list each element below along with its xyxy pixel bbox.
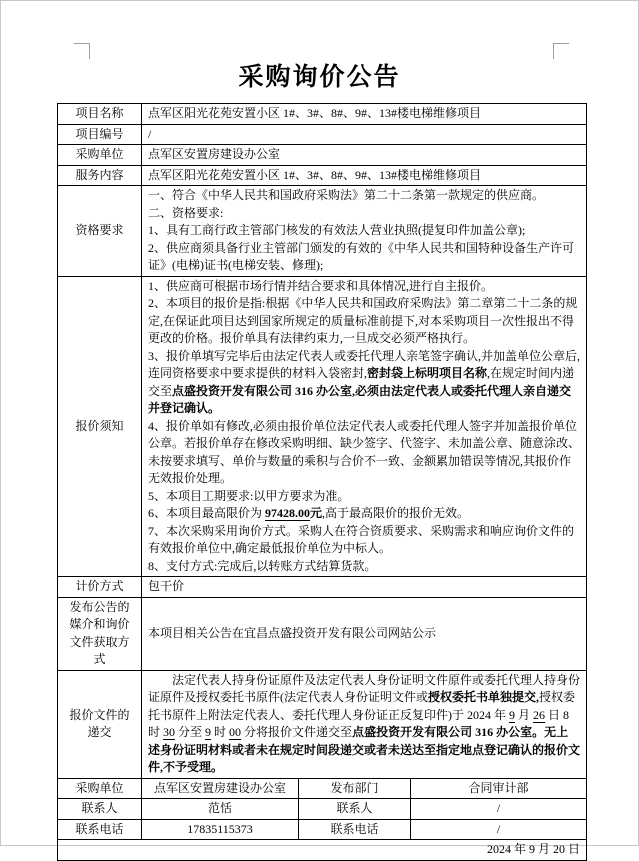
paragraph: 2、供应商须具备行业主管部门颁发的有效的《中华人民共和国特种设备生产许可证》(电梯)证书(电梯安装、修理); [148,240,575,272]
text-run: 分将报价文件递交至 [241,725,353,739]
field-value-announcement-media: 本项目相关公告在宜昌点盛投资开发有限公司网站公示 [142,597,587,670]
text-run: 6、本项目最高限价为 [148,506,266,520]
text-run: 时 [211,725,230,739]
text-run: 授权委托书原件上附法定代表人、委托代理人身份证正反复印件)于 2024 年 [148,690,576,722]
contact-value-purchasing-unit: 点军区安置房建设办公室 [142,778,299,799]
field-value-purchasing-unit: 点军区安置房建设办公室 [142,145,587,166]
field-value-quote-notice [142,276,587,577]
announcement-table [57,103,587,861]
field-label-project-number: 项目编号 [58,124,142,145]
table-row [58,124,587,145]
field-label-submission: 报价文件的递交 [58,670,142,778]
contact-label-phone-right: 联系电话 [299,819,411,840]
contact-value-phone-left: 17835115373 [142,819,299,840]
table-row [58,597,587,670]
text-run: 法定代表人持身份证原件及法定代表人身份证明文件原件或委托代理人持身份证原件及授权委托书原件(法定代表人身份证明文件或 [148,672,581,704]
contact-label-person-left: 联系人 [58,799,142,820]
field-label-project-name: 项目名称 [58,104,142,125]
text-run: 00 [229,725,242,739]
text-run: 元 [310,506,323,520]
field-label-quote-notice: 报价须知 [58,276,142,577]
margin-mark-right-horizontal [554,43,569,44]
contact-label-person-right: 联系人 [299,799,411,820]
contact-label-publishing-dept: 发布部门 [299,778,411,799]
text-run: 点盛投资开发有限公司 316 办公室,必须由法定代表人或委托代理人亲自递交并登记确认。 [148,383,572,415]
text-run: 密封袋上标明项目名称 [367,366,488,380]
margin-mark-left-horizontal [74,43,89,44]
text-run: 97428.00 [265,506,311,520]
paragraph: 1、具有工商行政主管部门核发的有效法人营业执照(提复印件加盖公章); [148,223,526,237]
text-run: 日 8 时 [148,707,570,739]
field-label-purchasing-unit: 采购单位 [58,145,142,166]
paragraph: 1、供应商可根据市场行情并结合要求和具体情况,进行自主报价。 [148,278,494,293]
paragraph [148,672,580,777]
field-label-service-content: 服务内容 [58,165,142,186]
paragraph: 二、资格要求: [148,205,224,220]
text-run: 分至 [175,725,206,739]
table-row [58,165,587,186]
field-value-pricing-method: 包干价 [142,577,587,598]
text-run: 月 [515,707,534,722]
paragraph [148,348,580,418]
text-run: ,在规定时间内递交至 [148,366,575,398]
field-value-service-content: 点军区阳光花苑安置小区 1#、3#、8#、9#、13#楼电梯维修项目 [142,165,587,186]
paragraph: 4、报价单如有修改,必须由报价单位法定代表人或委托代理人签字并加盖报价单位公章。若报价单存在修改采购明细、缺少签字、代签字、未加盖公章、随意涂改、未按要求填写、单价与数量的乘积与合价不一致、金额累加错误等情况,其报价作无效报价处理。 [148,418,581,485]
table-row [58,799,587,820]
field-value-qualification [142,186,587,277]
paragraph: 2、本项目的报价是指:根据《中华人民共和国政府采购法》第二章第二十二条的规定,在保证此项目达到国家所规定的质量标准前提下,对本采购项目一次性报出不得更改的价格。报价单具有法律约束力,一旦成交必须严格执行。 [148,296,578,345]
contact-value-phone-right: / [411,819,587,840]
table-row [58,670,587,778]
text-run: 26 [533,707,546,722]
paragraph: 一、符合《中华人民共和国政府采购法》第二十二条第一款规定的供应商。 [148,188,545,202]
text-run: 30 [163,725,176,739]
page-title: 采购询价公告 [238,64,401,91]
text-run: ,高于最高限价的报价无效。 [322,506,470,520]
table-row [58,145,587,166]
table-row [58,778,587,799]
contact-value-person-left: 范恬 [142,799,299,820]
field-value-project-number: / [142,124,587,145]
text-run: 9 [205,725,212,739]
contact-label-purchasing-unit: 采购单位 [58,778,142,799]
table-row [58,819,587,840]
field-label-announcement-media: 发布公告的媒介和询价文件获取方式 [58,597,142,670]
table-row [58,186,587,277]
contact-value-publishing-dept: 合同审计部 [411,778,587,799]
table-row [58,840,587,861]
field-label-qualification: 资格要求 [58,186,142,277]
table-row [58,104,587,125]
paragraph: 8、支付方式:完成后,以转账方式结算货款。 [148,558,377,573]
text-run: 3、报价单填写完毕后由法定代表人或委托代理人亲笔签字确认,并加盖单位公章后,连同资格要求中要求提供的材料入袋密封, [148,348,581,380]
paragraph: 7、本次采购采用询价方式。采购人在符合资质要求、采购需求和响应询价文件的有效报价单位中,确定最低报价单位为中标人。 [148,523,575,555]
field-value-submission [142,670,587,778]
text-run: 9 [509,707,515,722]
table-row [58,276,587,577]
contact-value-person-right: / [411,799,587,820]
paragraph [148,505,580,523]
contact-label-phone-left: 联系电话 [58,819,142,840]
paragraph: 5、本项目工期要求:以甲方要求为准。 [148,488,350,503]
field-label-pricing-method: 计价方式 [58,577,142,598]
text-run: 授权委托书单独提交, [428,690,540,704]
field-value-project-name: 点军区阳光花苑安置小区 1#、3#、8#、9#、13#楼电梯维修项目 [142,104,587,125]
table-row [58,577,587,598]
announcement-date: 2024 年 9 月 20 日 [58,840,587,861]
text-run: 点盛投资开发有限公司 316 办公室。无上述身份证明材料或者未在规定时间段递交或者未送达至指定地点登记确认的报价文件,不予受理。 [148,725,581,774]
